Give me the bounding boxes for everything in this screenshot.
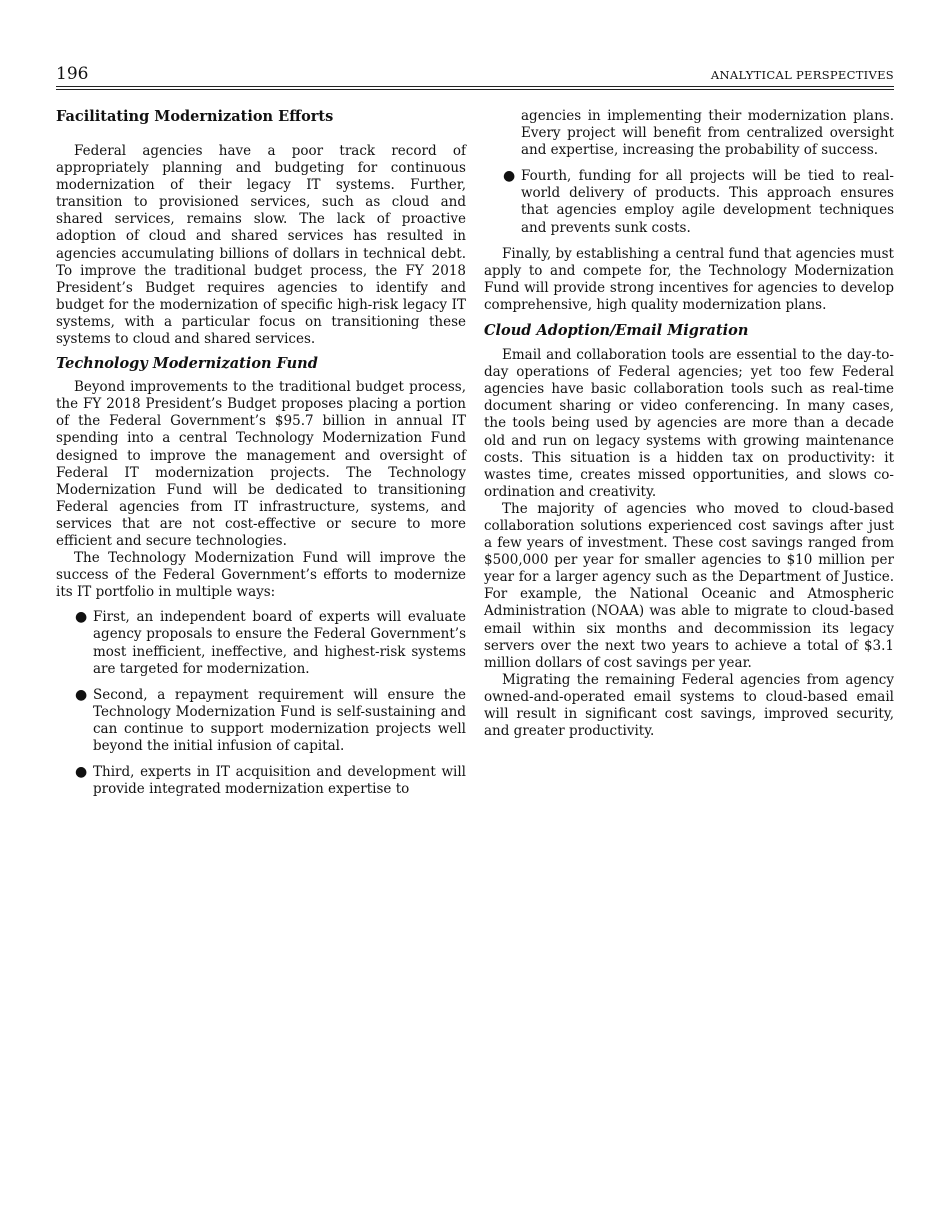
- page-number: 196: [56, 64, 89, 84]
- header-rule-top: [56, 86, 894, 87]
- list-item: ● Third, experts in IT acquisition and development will provide integrated modernization expertise to: [75, 764, 466, 798]
- paragraph: The majority of agencies who moved to cloud-based collaboration solutions experienced cost savings after just a few years of investment. These cost savings ranged from $500,000 per year for smaller agencies to $10 million per year for a larger agency such as the Department of Justice. For example, the National Oceanic and Atmospheric Administration (NOAA) was able to migrate to cloud-based email within six months and decommission its legacy servers over the next two years to achieve a total of $3.1 million dollars of cost savings per year.: [484, 500, 894, 671]
- left-column: [56, 108, 466, 807]
- right-column: [484, 108, 894, 740]
- paragraph: Migrating the remaining Federal agencies from agency owned-and-operated email systems to cloud-based email will result in significant cost savings, improved security, and greater productivity.: [484, 671, 894, 740]
- paragraph: Finally, by establishing a central fund that agencies must apply to and compete for, the Technology Modernization Fund will provide strong incentives for agencies to develop comprehensive, high quality modernization plans.: [484, 245, 894, 313]
- paragraph: Beyond improvements to the traditional budget process, the FY 2018 President’s Budget proposes placing a portion of the Federal Government’s $95.7 billion in annual IT spending into a central Technology Modernization Fund designed to improve the management and oversight of Federal IT modernization projects. The Technology Modernization Fund will be dedicated to transitioning Federal agencies from IT infrastructure, systems, and services that are not cost-effective or secure to more efficient and secure technologies.: [56, 379, 466, 549]
- running-head: ANALYTICAL PERSPECTIVES: [710, 68, 894, 82]
- bullet-list: [484, 168, 894, 236]
- bullet-icon: ●: [75, 609, 88, 626]
- paragraph: Federal agencies have a poor track record of appropriately planning and budgeting for continuous modernization of their legacy IT systems. Further, transition to provisioned services, such as cloud and shared services, remains slow. The lack of proactive adoption of cloud and shared services has resulted in agencies accumulating billions of dollars in technical debt. To improve the traditional budget process, the FY 2018 President’s Budget requires agencies to identify and budget for the modernization of specific high-risk legacy IT systems, with a particular focus on transitioning these systems to cloud and shared services.: [56, 143, 466, 348]
- list-item-continuation: agencies in implementing their modernization plans. Every project will benefit from centralized oversight and expertise, increasing the probability of success.: [521, 108, 894, 159]
- paragraph: Email and collaboration tools are essential to the day-to-day operations of Federal agencies; yet too few Federal agencies have basic collaboration tools such as real-time document sharing or video conferencing. In many cases, the tools being used by agencies are more than a decade old and run on legacy systems with growing maintenance costs. This situation is a hidden tax on productivity: it wastes time, creates missed opportunities, and slows co-ordination and creativity.: [484, 347, 894, 500]
- list-item: ● First, an independent board of experts will evaluate agency proposals to ensure the Federal Government’s most inefficient, ineffective, and highest-risk systems are targeted for modernization.: [75, 609, 466, 677]
- bullet-icon: ●: [503, 168, 516, 185]
- heading-facilitating-modernization: Facilitating Modernization Efforts: [56, 108, 334, 125]
- list-item: ● Second, a repayment requirement will ensure the Technology Modernization Fund is self-sustaining and can continue to support modernization projects well beyond the initial infusion of capital.: [75, 686, 466, 754]
- list-item: ● Fourth, funding for all projects will be tied to real-world delivery of products. This approach ensures that agencies employ agile development techniques and prevents sunk costs.: [503, 168, 894, 236]
- bullet-icon: ●: [75, 686, 88, 703]
- bullet-list: [56, 609, 466, 798]
- heading-technology-modernization-fund: Technology Modernization Fund: [56, 355, 318, 373]
- paragraph: The Technology Modernization Fund will improve the success of the Federal Government’s efforts to modernize its IT portfolio in multiple ways:: [56, 550, 466, 601]
- page-header: [56, 64, 894, 86]
- header-rule-bottom: [56, 89, 894, 90]
- bullet-icon: ●: [75, 764, 88, 781]
- heading-cloud-adoption-email-migration: Cloud Adoption/Email Migration: [484, 322, 749, 340]
